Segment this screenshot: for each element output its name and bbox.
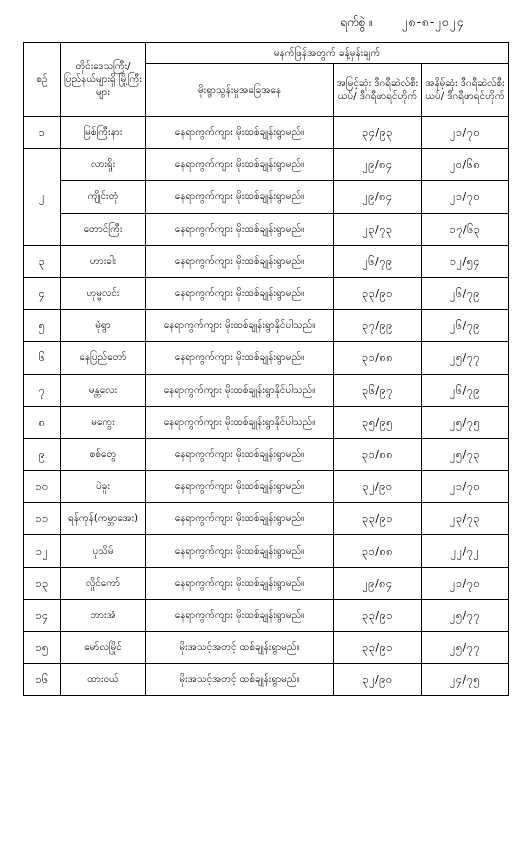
serial-cell: ၁၃	[24, 567, 61, 599]
city-cell: တောင်ကြီး	[61, 213, 146, 245]
min-temp-cell: ၂၆/၇၉	[422, 310, 509, 342]
max-temp-cell: ၃၃/၉၁	[334, 277, 422, 309]
header-region: တိုင်းဒေသကြီး/ ပြည်နယ်များရှိ မြို့ကြီးများ	[61, 43, 146, 117]
max-temp-cell: ၂၆/၇၉	[334, 245, 422, 277]
max-temp-cell: ၃၁/၈၈	[334, 438, 422, 470]
header-serial: စဉ်	[24, 43, 61, 117]
min-temp-cell: ၂၂/၇၂	[422, 535, 509, 567]
min-temp-cell: ၁၂/၅၄	[422, 245, 509, 277]
min-temp-cell: ၂၆/၇၉	[422, 277, 509, 309]
serial-cell: ၁၀	[24, 471, 61, 503]
weather-forecast-table	[23, 42, 509, 696]
header-forecast-group: မနက်ဖြန်အတွက် ခန့်မှန်းချက်	[146, 43, 509, 64]
table-row	[24, 310, 509, 342]
city-cell: မော်လမြိုင်	[61, 632, 146, 664]
min-temp-cell: ၂၁/၇၀	[422, 471, 509, 503]
city-cell: နေပြည်တော်	[61, 342, 146, 374]
city-cell: ကျိုင်းတုံ	[61, 181, 146, 213]
serial-cell: ၈	[24, 406, 61, 438]
serial-cell: ၂	[24, 149, 61, 246]
min-temp-cell: ၂၅/၇၇	[422, 342, 509, 374]
min-temp-cell: ၂၁/၇၀	[422, 117, 509, 149]
date-value: ၂၈-၈-၂၀၂၄	[402, 15, 465, 29]
serial-cell: ၁၂	[24, 535, 61, 567]
min-temp-cell: ၁၇/၆၃	[422, 213, 509, 245]
city-cell: လားရှိုး	[61, 149, 146, 181]
condition-cell: နေရာကွက်ကျား မိုးထစ်ချုန်းရွာနိုင်ပါသည်။	[146, 374, 334, 406]
table-row	[24, 342, 509, 374]
min-temp-cell: ၂၅/၇၃	[422, 438, 509, 470]
serial-cell: ၃	[24, 245, 61, 277]
serial-cell: ၁၁	[24, 503, 61, 535]
condition-cell: မိုးအသင့်အတင့် ထစ်ချုန်းရွာမည်။	[146, 632, 334, 664]
condition-cell: နေရာကွက်ကျား မိုးထစ်ချုန်းရွာမည်။	[146, 342, 334, 374]
condition-cell: နေရာကွက်ကျား မိုးထစ်ချုန်းရွာမည်။	[146, 117, 334, 149]
city-cell: ပုသိမ်	[61, 535, 146, 567]
condition-cell: နေရာကွက်ကျား မိုးထစ်ချုန်းရွာမည်။	[146, 181, 334, 213]
max-temp-cell: ၃၂/၉၀	[334, 471, 422, 503]
max-temp-cell: ၂၃/၇၃	[334, 213, 422, 245]
city-cell: စစ်တွေ	[61, 438, 146, 470]
table-row	[24, 117, 509, 149]
condition-cell: နေရာကွက်ကျား မိုးထစ်ချုန်းရွာမည်။	[146, 471, 334, 503]
min-temp-cell: ၂၅/၇၇	[422, 599, 509, 631]
serial-cell: ၄	[24, 277, 61, 309]
table-row	[24, 277, 509, 309]
min-temp-cell: ၂၃/၇၃	[422, 503, 509, 535]
max-temp-cell: ၃၆/၉၇	[334, 374, 422, 406]
min-temp-cell: ၂၁/၇၀	[422, 181, 509, 213]
date-label: ရက်စွဲ ။	[340, 15, 373, 29]
city-cell: မကွေး	[61, 406, 146, 438]
table-row	[24, 181, 509, 213]
header-max-temp: အမြင့်ဆုံး ဒီဂရီဆဲလ်စီးယပ်/ ဒီဂရီဖာရင်ဟိုက်	[334, 64, 422, 117]
table-row	[24, 535, 509, 567]
max-temp-cell: ၃၅/၉၅	[334, 406, 422, 438]
table-row	[24, 149, 509, 181]
condition-cell: နေရာကွက်ကျား မိုးထစ်ချုန်းရွာနိုင်ပါသည်။	[146, 310, 334, 342]
min-temp-cell: ၂၆/၇၉	[422, 374, 509, 406]
max-temp-cell: ၂၉/၈၄	[334, 567, 422, 599]
min-temp-cell: ၂၅/၇၇	[422, 632, 509, 664]
max-temp-cell: ၃၁/၈၈	[334, 535, 422, 567]
condition-cell: နေရာကွက်ကျား မိုးထစ်ချုန်းရွာမည်။	[146, 149, 334, 181]
city-cell: ဟုမ္မလင်း	[61, 277, 146, 309]
city-cell: မန္တလေး	[61, 374, 146, 406]
max-temp-cell: ၃၇/၉၉	[334, 310, 422, 342]
city-cell: ရန်ကုန်(ကမ္ဘာအေး)	[61, 503, 146, 535]
max-temp-cell: ၃၃/၉၁	[334, 599, 422, 631]
table-row	[24, 632, 509, 664]
city-cell: မြစ်ကြီးနား	[61, 117, 146, 149]
condition-cell: နေရာကွက်ကျား မိုးထစ်ချုန်းရွာမည်။	[146, 438, 334, 470]
max-temp-cell: ၂၉/၈၄	[334, 149, 422, 181]
condition-cell: နေရာကွက်ကျား မိုးထစ်ချုန်းရွာမည်။	[146, 599, 334, 631]
table-row	[24, 599, 509, 631]
max-temp-cell: ၃၂/၉၀	[334, 664, 422, 696]
table-row	[24, 503, 509, 535]
serial-cell: ၅	[24, 310, 61, 342]
city-cell: မုံရွာ	[61, 310, 146, 342]
table-row	[24, 245, 509, 277]
serial-cell: ၆	[24, 342, 61, 374]
city-cell: ဘားအံ	[61, 599, 146, 631]
city-cell: ထားဝယ်	[61, 664, 146, 696]
table-row	[24, 471, 509, 503]
table-row	[24, 374, 509, 406]
table-row	[24, 438, 509, 470]
max-temp-cell: ၃၁/၈၈	[334, 342, 422, 374]
serial-cell: ၁၅	[24, 632, 61, 664]
max-temp-cell: ၃၃/၉၁	[334, 632, 422, 664]
serial-cell: ၇	[24, 374, 61, 406]
serial-cell: ၁၆	[24, 664, 61, 696]
table-row	[24, 406, 509, 438]
serial-cell: ၁၄	[24, 599, 61, 631]
condition-cell: နေရာကွက်ကျား မိုးထစ်ချုန်းရွာမည်။	[146, 503, 334, 535]
max-temp-cell: ၃၄/၉၃	[334, 117, 422, 149]
condition-cell: နေရာကွက်ကျား မိုးထစ်ချုန်းရွာမည်။	[146, 535, 334, 567]
table-row	[24, 567, 509, 599]
table-row	[24, 664, 509, 696]
min-temp-cell: ၂၁/၇၀	[422, 567, 509, 599]
condition-cell: မိုးအသင့်အတင့် ထစ်ချုန်းရွာမည်။	[146, 664, 334, 696]
max-temp-cell: ၂၉/၈၄	[334, 181, 422, 213]
condition-cell: နေရာကွက်ကျား မိုးထစ်ချုန်းရွာနိုင်ပါသည်။	[146, 406, 334, 438]
condition-cell: နေရာကွက်ကျား မိုးထစ်ချုန်းရွာမည်။	[146, 245, 334, 277]
condition-cell: နေရာကွက်ကျား မိုးထစ်ချုန်းရွာမည်။	[146, 567, 334, 599]
serial-cell: ၁	[24, 117, 61, 149]
table-row	[24, 213, 509, 245]
header-min-temp: အနိမ့်ဆုံး ဒီဂရီဆဲလ်စီးယပ်/ ဒီဂရီဖာရင်ဟိုက်	[422, 64, 509, 117]
min-temp-cell: ၂၅/၇၅	[422, 406, 509, 438]
max-temp-cell: ၃၃/၉၁	[334, 503, 422, 535]
min-temp-cell: ၂၄/၇၅	[422, 664, 509, 696]
city-cell: လှိုင်ကော်	[61, 567, 146, 599]
min-temp-cell: ၂၀/၆၈	[422, 149, 509, 181]
condition-cell: နေရာကွက်ကျား မိုးထစ်ချုန်းရွာမည်။	[146, 213, 334, 245]
header-condition: မိုးရွာသွန်းမှုအခြေအနေ	[146, 64, 334, 117]
serial-cell: ၉	[24, 438, 61, 470]
city-cell: ပဲခူး	[61, 471, 146, 503]
city-cell: ဟားခါး	[61, 245, 146, 277]
condition-cell: နေရာကွက်ကျား မိုးထစ်ချုန်းရွာမည်။	[146, 277, 334, 309]
